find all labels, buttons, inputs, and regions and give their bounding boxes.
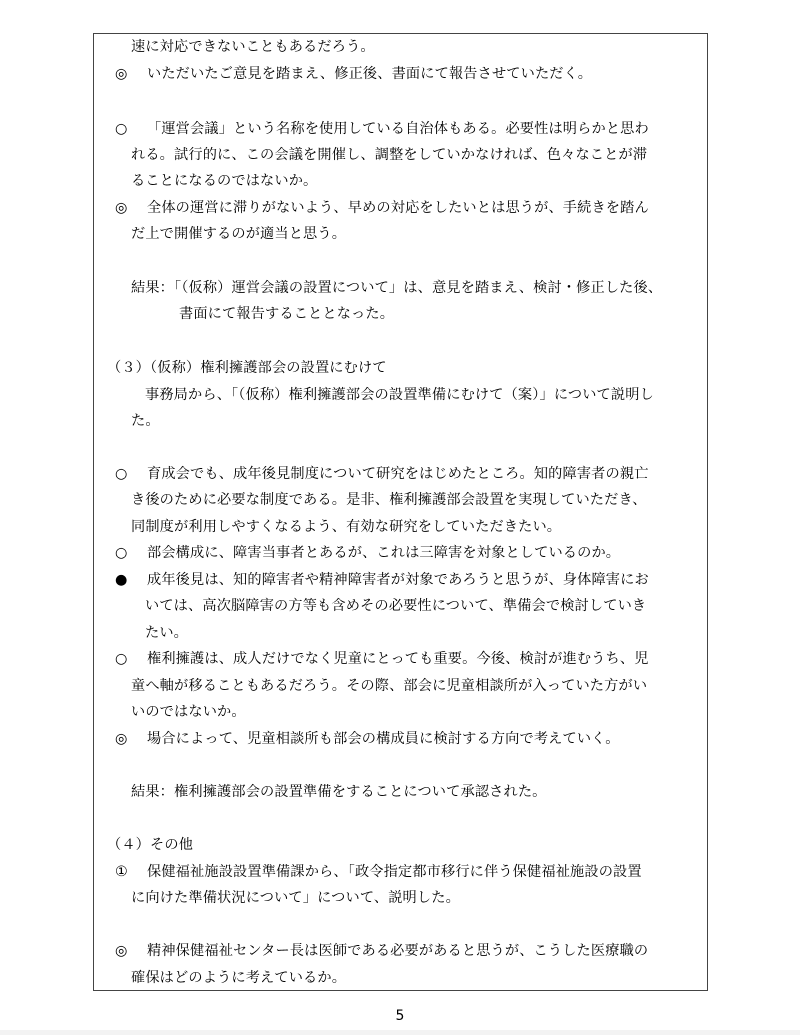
text-line: いただいたご意見を踏まえ、修正後、書面にて報告させていただく。: [147, 66, 593, 82]
text-line: 保健福祉施設設置準備課から、「政令指定都市移行に伴う保健福祉施設の設置: [147, 864, 642, 880]
text-line: 童へ軸が移ることもあるだろう。その際、部会に児童相談所が入っていた方がい: [131, 678, 648, 694]
section-heading: （４）その他: [107, 837, 194, 853]
text-line: 速に対応できないこともあるだろう。: [131, 39, 375, 55]
text-line: いては、高次脳障害の方等も含めその必要性について、準備会で検討していき: [145, 598, 647, 614]
section-heading: （３）（仮称）権利擁護部会の設置にむけて: [107, 360, 387, 376]
text-line: たい。: [145, 625, 189, 641]
text-line: 「運営会議」という名称を使用している自治体もある。必要性は明らかと思わ: [147, 121, 649, 137]
text-line: 成年後見は、知的障害者や精神障害者が対象であろうと思うが、身体障害にお: [147, 572, 649, 588]
text-line: き後のために必要な制度である。是非、権利擁護部会設置を実現していただき、: [131, 492, 647, 508]
text-line: に向けた準備状況について」について、説明した。: [131, 890, 460, 906]
text-line: 同制度が利用しやすくなるよう、有効な研究をしていただきたい。: [131, 519, 562, 535]
text-line: だ上で開催するのが適当と思う。: [131, 226, 347, 242]
text-line: 精神保健福祉センター長は医師である必要があると思うが、こうした医療職の: [147, 943, 649, 959]
text-line: 確保はどのように考えているか。: [131, 970, 347, 986]
text-line: 書面にて報告することとなった。: [179, 306, 395, 322]
text-line: 権利擁護は、成人だけでなく児童にとっても重要。今後、検討が進むうち、児: [147, 651, 649, 667]
viewer-bottom-strip: [0, 1030, 800, 1035]
text-line: 部会構成に、障害当事者とあるが、これは三障害を対象としているのか。: [147, 545, 621, 561]
text-line: ることになるのではないか。: [131, 173, 318, 189]
text-line: いのではないか。: [131, 704, 246, 720]
page-number: 5: [395, 1008, 405, 1024]
text-line: 育成会でも、成年後見制度について研究をはじめたところ。知的障害者の親亡: [147, 466, 649, 482]
text-line: 場合によって、児童相談所も部会の構成員に検討する方向で考えていく。: [147, 731, 620, 747]
text-line: 全体の運営に滞りがないよう、早めの対応をしたいとは思うが、手続きを踏ん: [147, 200, 649, 216]
text-line: 結果：「（仮称）運営会議の設置について」は、意見を踏まえ、検討・修正した後、: [131, 280, 663, 296]
document-frame: 速に対応できないこともあるだろう。 ◎ いただいたご意見を踏まえ、修正後、書面にて報告させていただく。 ○ 「運営会議」という名称を使用している自治体もある。必要性は明らかと思わ れる。試行的に、この会議を開催し、調整をしていかなければ、色々なことが滞 ることになるのではないか。 ◎ 全体の運営に滞りがないよう、早めの対応をしたいとは思うが、手続きを踏ん だ上で開催するのが適当と思う。 結果：「（仮称）運営会議の設置について」は、意見を踏まえ、検討・修正した後、 書面にて報告することとなった。 （３）（仮称）権利擁護部会の設置にむけて 事務局から、「（仮称）権利擁護部会の設置準備にむけて（案）」について説明し た。 ○ 育成会でも、成年後見制度について研究をはじめたところ。知的障害者の親亡 き後のために必要な制度である。是非、権利擁護部会設置を実現していただき、 同制度が利用しやすくなるよう、有効な研究をしていただきたい。 ○ 部会構成に、障害当事者とあるが、これは三障害を対象としているのか。 ● 成年後見は、知的障害者や精神障害者が対象であろうと思うが、身体障害にお いては、高次脳障害の方等も含めその必要性について、準備会で検討していき たい。 ○ 権利擁護は、成人だけでなく児童にとっても重要。今後、検討が進むうち、児 童へ軸が移ることもあるだろう。その際、部会に児童相談所が入っていた方がい いのではないか。 ◎ 場合によって、児童相談所も部会の構成員に検討する方向で考えていく。 結果：権利擁護部会の設置準備をすることについて承認された。 （４）その他 ① 保健福祉施設設置準備課から、「政令指定都市移行に伴う保健福祉施設の設置 に向けた準備状況について」について、説明した。 ◎ 精神保健福祉センター長は医師である必要があると思うが、こうした医療職の 確保はどのように考えているか。: [93, 33, 708, 991]
text-line: た。: [131, 413, 160, 429]
text-line: 事務局から、「（仮称）権利擁護部会の設置準備にむけて（案）」について説明し: [145, 387, 654, 403]
text-line: 結果：権利擁護部会の設置準備をすることについて承認された。: [131, 784, 547, 800]
text-line: れる。試行的に、この会議を開催し、調整をしていかなければ、色々なことが滞: [131, 147, 648, 163]
